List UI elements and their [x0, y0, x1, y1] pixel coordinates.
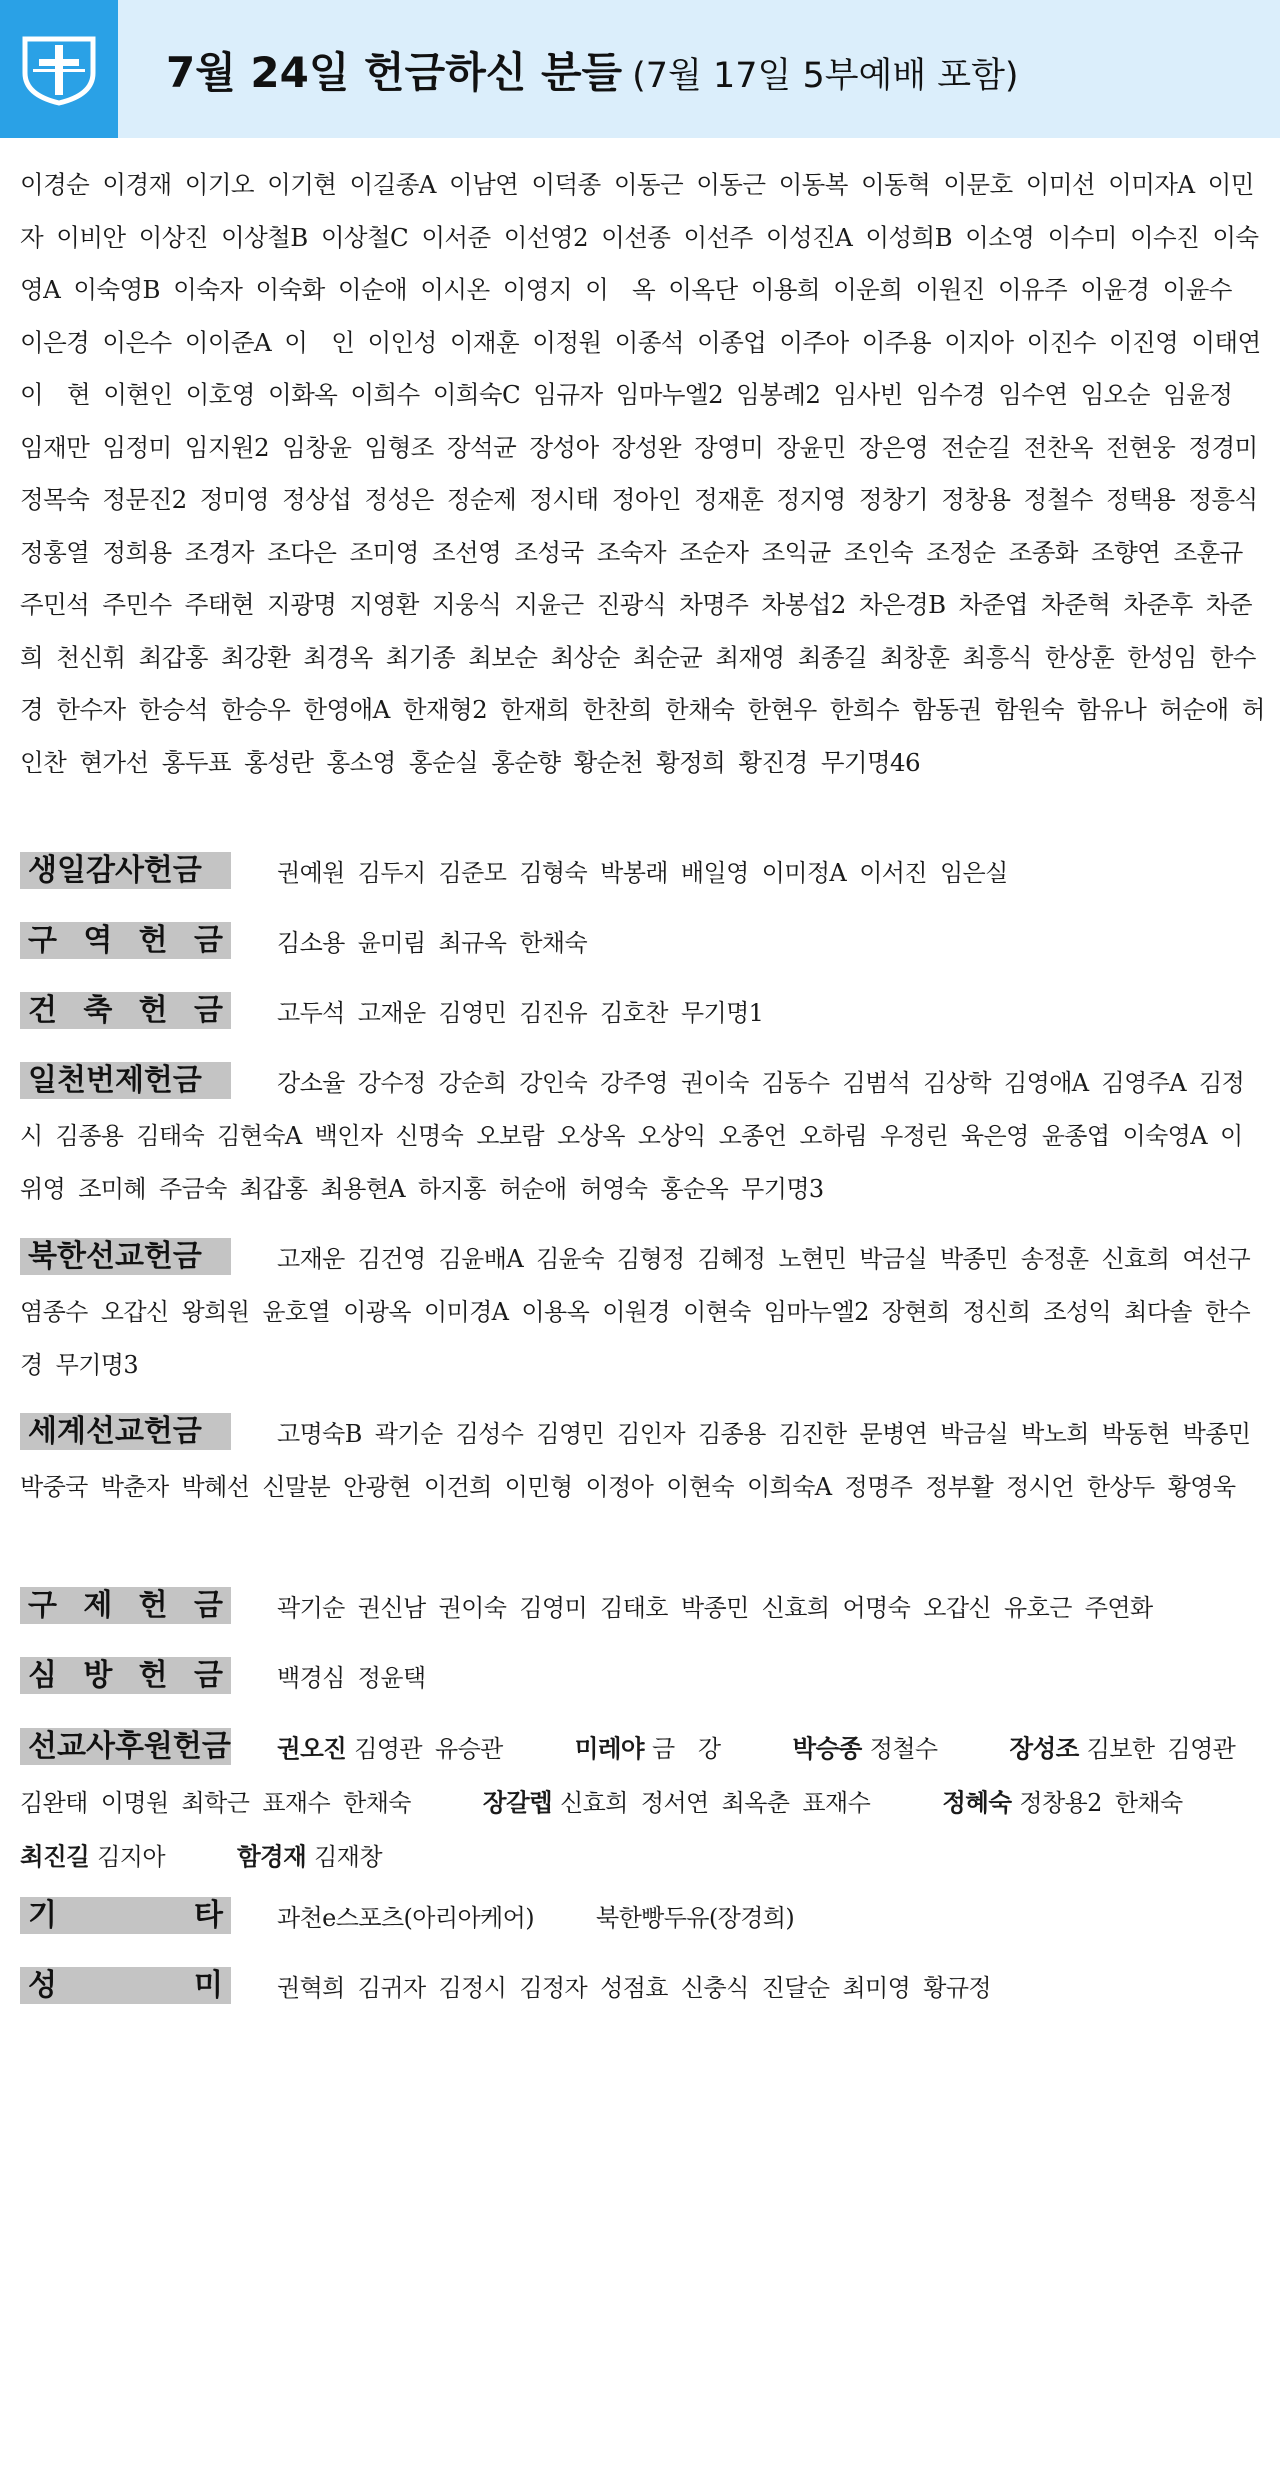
section-names-world-mission: 고명숙B 곽기순 김성수 김영민 김인자 김종용 김진한 문병연 박금실 박노희 박동현 박종민 박중국 박춘자 박혜선 신말분 안광현 이건희 이민형 이정아 이현숙 이희숙A 정명주 정부활 정시언 한상두 황영욱 [20, 1420, 1251, 1501]
title-subtitle: (7월 17일 5부예배 포함) [632, 56, 1019, 96]
missionary-donors: 금 강 [651, 1735, 721, 1763]
section-thanks [20, 1962, 1265, 2015]
missionary-name: 장성조 [1009, 1734, 1079, 1763]
missionary-donors: 김지아 [97, 1843, 165, 1871]
section-building [20, 987, 1265, 1040]
section-thousand [20, 1057, 1265, 1216]
missionary-donors: 김영관 유승관 [354, 1735, 503, 1763]
section-visitation [20, 1652, 1265, 1705]
header-banner [0, 0, 1280, 138]
section-label-visitation: 심 방 헌 금 [20, 1657, 231, 1694]
page-title [166, 0, 1019, 138]
section-label-birthday: 생일감사헌금 [20, 852, 231, 889]
section-missionary [20, 1722, 1265, 1884]
missionary-name: 미레야 [574, 1734, 644, 1763]
section-label-building: 건 축 헌 금 [20, 992, 231, 1029]
section-label-relief: 구 제 헌 금 [20, 1587, 231, 1624]
section-label-district: 구 역 헌 금 [20, 922, 231, 959]
section-label-missionary: 선교사후원헌금 [20, 1728, 231, 1765]
church-logo [0, 0, 118, 138]
missionary-donors: 김재창 [314, 1843, 382, 1871]
missionary-donors: 신효희 정서연 최옥춘 표재수 [560, 1789, 871, 1817]
section-names-relief: 곽기순 권신남 권이숙 김영미 김태호 박종민 신효희 어명숙 오갑신 유호근 주연화 [277, 1594, 1153, 1622]
section-birthday [20, 847, 1265, 900]
other-item: 과천e스포츠(아리아케어) [277, 1904, 534, 1932]
title-main: 7월 24일 헌금하신 분들 [166, 48, 623, 97]
missionary-donors: 김보한 김영관 김완태 이명원 최학근 표재수 한채숙 [20, 1735, 1236, 1817]
missionary-name: 박승종 [792, 1734, 862, 1763]
section-names-district: 김소용 윤미림 최규옥 한채숙 [277, 929, 588, 957]
section-world-mission [20, 1408, 1265, 1514]
missionary-name: 최진길 [20, 1842, 90, 1871]
section-nk-mission [20, 1233, 1265, 1392]
missionary-donors: 정창용2 한채숙 [1019, 1789, 1183, 1817]
missionary-donors: 정철수 [869, 1735, 938, 1763]
section-district [20, 917, 1265, 970]
section-other [20, 1892, 1265, 1945]
missionary-name: 장갈렙 [482, 1788, 553, 1817]
cross-shield-icon [19, 33, 99, 107]
section-names-birthday: 권예원 김두지 김준모 김형숙 박봉래 배일영 이미정A 이서진 임은실 [277, 859, 1008, 887]
missionary-name: 함경재 [236, 1842, 307, 1871]
section-label-other: 기 타 [20, 1897, 231, 1934]
section-names-thousand: 강소율 강수정 강순희 강인숙 강주영 권이숙 김동수 김범석 김상학 김영애A 김영주A 김정시 김종용 김태숙 김현숙A 백인자 신명숙 오보람 오상옥 오상익 오종언 오하림 우정린 육은영 윤종엽 이숙영A 이위영 조미혜 주금숙 최갑홍 최용현A 하지홍 허순애 허영숙 홍순옥 무기명3 [20, 1069, 1245, 1203]
missionary-name: 정혜숙 [942, 1788, 1012, 1817]
section-label-nk-mission: 북한선교헌금 [20, 1238, 231, 1275]
general-offering-list: 이경순 이경재 이기오 이기현 이길종A 이남연 이덕종 이동근 이동근 이동복 이동혁 이문호 이미선 이미자A 이민자 이비안 이상진 이상철B 이상철C 이서준 이선영2 이선종 이선주 이성진A 이성희B 이소영 이수미 이수진 이숙영A 이숙영B 이숙자 이숙화 이순애 이시온 이영지 이 옥 이옥단 이용희 이운희 이원진 이유주 이윤경 이윤수 이은경 이은수 이이준A 이 인 이인성 이재훈 이정원 이종석 이종업 이주아 이주용 이지아 이진수 이진영 이태연 이 현 이현인 이호영 이화옥 이희수 이희숙C 임규자 임마누엘2 임봉례2 임사빈 임수경 임수연 임오순 임윤정 임재만 임정미 임지원2 임창윤 임형조 장석균 장성아 장성완 장영미 장윤민 장은영 전순길 전찬옥 전현웅 정경미 정목숙 정문진2 정미영 정상섭 정성은 정순제 정시태 정아인 정재훈 정지영 정창기 정창용 정철수 정택용 정흥식 정홍열 정희용 조경자 조다은 조미영 조선영 조성국 조숙자 조순자 조익균 조인숙 조정순 조종화 조향연 조훈규 주민석 주민수 주태현 지광명 지영환 지웅식 지윤근 진광식 차명주 차봉섭2 차은경B 차준엽 차준혁 차준후 차준희 천신휘 최갑홍 최강환 최경옥 최기종 최보순 최상순 최순균 최재영 최종길 최창훈 최흥식 한상훈 한성임 한수경 한수자 한승석 한승우 한영애A 한재형2 한재희 한찬희 한채숙 한현우 한희수 함동권 함원숙 함유나 허순애 허인찬 현가선 홍두표 홍성란 홍소영 홍순실 홍순향 황순천 황정희 황진경 무기명46 [20, 170, 1265, 777]
section-relief [20, 1582, 1265, 1635]
missionary-name: 권오진 [277, 1734, 347, 1763]
section-names-visitation: 백경심 정윤택 [277, 1664, 426, 1692]
other-item: 북한빵두유(장경희) [595, 1904, 795, 1932]
section-label-thousand: 일천번제헌금 [20, 1062, 231, 1099]
section-names-nk-mission: 고재운 김건영 김윤배A 김윤숙 김형정 김혜정 노현민 박금실 박종민 송정훈 신효희 여선구 염종수 오갑신 왕희원 윤호열 이광옥 이미경A 이용옥 이원경 이현숙 임마누엘2 장현희 정신희 조성익 최다솔 한수경 무기명3 [20, 1245, 1251, 1379]
section-label-world-mission: 세계선교헌금 [20, 1413, 231, 1450]
section-names-building: 고두석 고재운 김영민 김진유 김호찬 무기명1 [277, 999, 764, 1027]
section-label-thanks: 성 미 [20, 1967, 231, 2004]
section-names-thanks: 권혁희 김귀자 김정시 김정자 성점효 신충식 진달순 최미영 황규정 [277, 1974, 991, 2002]
